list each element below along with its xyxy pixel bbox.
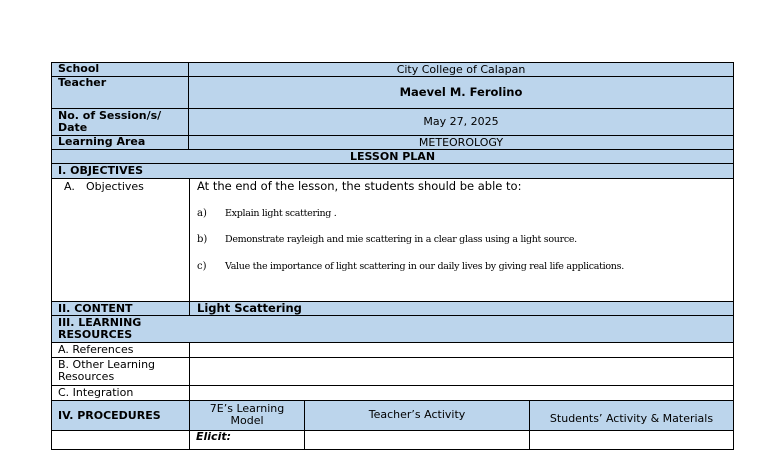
resources-label-line2: RESOURCES <box>58 328 133 341</box>
other-resources-line1: B. Other Learning <box>58 358 156 371</box>
teacher-label: Teacher <box>51 76 189 109</box>
content-value: Light Scattering <box>189 301 734 316</box>
lesson-plan-title: LESSON PLAN <box>51 149 734 164</box>
content-label: II. CONTENT <box>51 301 190 316</box>
area-value: METEOROLOGY <box>188 135 734 150</box>
procedures-row-label <box>51 430 190 450</box>
references-value <box>189 342 734 358</box>
integration-label: C. Integration <box>51 385 190 401</box>
integration-value <box>189 385 734 401</box>
col-learning-model <box>189 400 305 431</box>
objective-c-text: Value the importance of light scattering in our daily lives by giving real life applications. <box>225 261 624 272</box>
school-label: School <box>51 62 189 77</box>
objective-a-text: Explain light scattering . <box>225 208 337 219</box>
session-value: May 27, 2025 <box>188 108 734 136</box>
objectives-label-cell <box>51 178 190 302</box>
session-label <box>51 108 189 136</box>
references-label: A. References <box>51 342 190 358</box>
objective-b-marker: b) <box>197 234 208 245</box>
objectives-section-label: I. OBJECTIVES <box>51 163 734 179</box>
procedures-label: IV. PROCEDURES <box>51 400 190 431</box>
objective-c-marker: c) <box>197 261 207 272</box>
resources-label-line1: III. LEARNING <box>58 316 142 329</box>
teacher-value: Maevel M. Ferolino <box>188 76 734 109</box>
col-learning-model-line2: Model <box>230 414 264 427</box>
objectives-marker: A. <box>64 180 75 193</box>
school-value: City College of Calapan <box>188 62 734 77</box>
elicit-students-cell <box>529 430 734 450</box>
col-teacher-activity: Teacher’s Activity <box>304 400 530 431</box>
objectives-content-cell <box>189 178 734 302</box>
objectives-intro: At the end of the lesson, the students should be able to: <box>197 179 522 193</box>
objective-b-text: Demonstrate rayleigh and mie scattering in a clear glass using a light source. <box>225 234 577 245</box>
resources-label <box>51 315 734 343</box>
area-label: Learning Area <box>51 135 189 150</box>
session-label-line1: No. of Session/s/ <box>58 109 162 122</box>
objective-a-marker: a) <box>197 208 207 219</box>
elicit-teacher-cell <box>304 430 530 450</box>
objectives-label: Objectives <box>86 180 144 193</box>
col-students-activity: Students’ Activity & Materials <box>529 400 734 431</box>
elicit-step: Elicit: <box>189 430 305 450</box>
session-label-line2: Date <box>58 121 88 134</box>
col-learning-model-line1: 7E’s Learning <box>209 402 285 415</box>
other-resources-line2: Resources <box>58 370 115 383</box>
other-resources-label <box>51 357 190 386</box>
other-resources-value <box>189 357 734 386</box>
